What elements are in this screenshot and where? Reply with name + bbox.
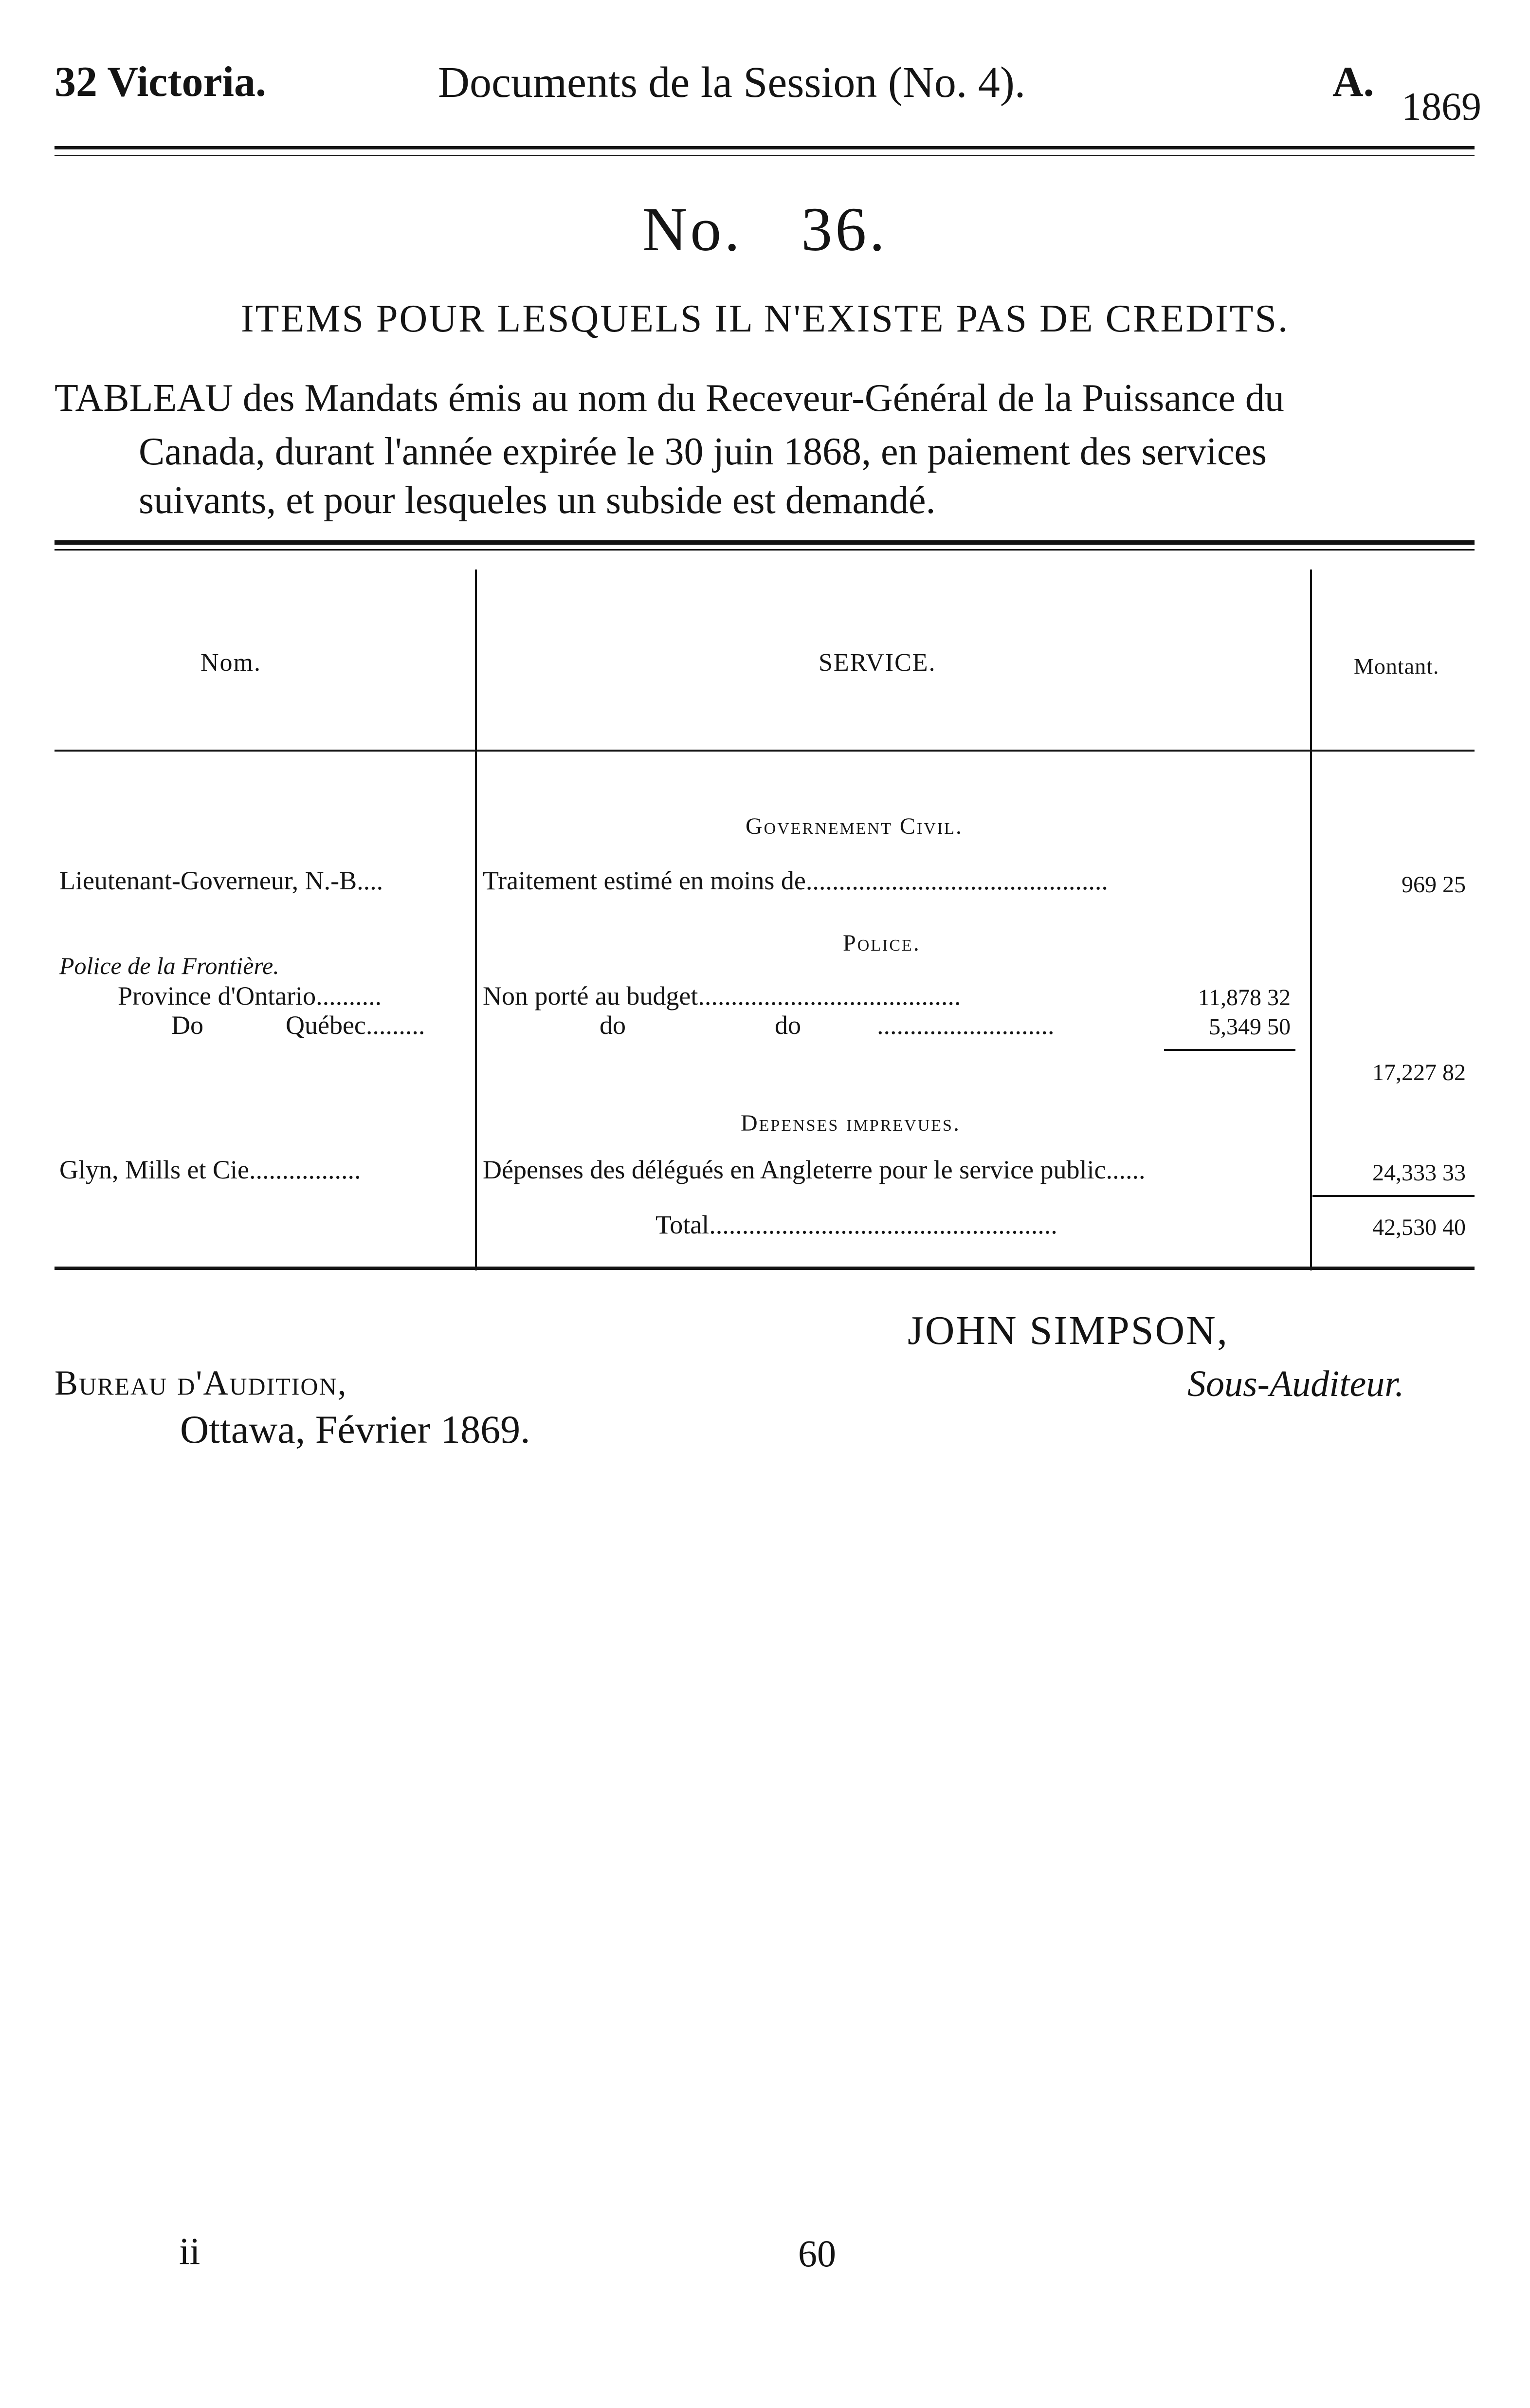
row-service-traitement: Traitement estimé en moins de.............................................. — [483, 866, 1108, 895]
header-session: Documents de la Session (No. 4). — [438, 58, 1026, 107]
page-number: 60 — [798, 2232, 836, 2275]
row-name-quebec: Québec......... — [286, 1011, 425, 1040]
document-title: ITEMS POUR LESQUELS IL N'EXISTE PAS DE CREDITS. — [240, 297, 1290, 340]
header-bottom-rule — [55, 750, 1475, 752]
signatory-name: JOHN SIMPSON, — [908, 1308, 1229, 1353]
row-amount-traitement: 969 25 — [1402, 872, 1466, 898]
column-header-service: SERVICE. — [819, 649, 936, 677]
row-name-quebec-ditto: Do — [171, 1011, 203, 1040]
grand-total: 42,530 40 — [1372, 1214, 1466, 1240]
header-volume: 32 Victoria. — [55, 58, 267, 106]
document-number — [0, 194, 1530, 265]
row-name-ontario: Province d'Ontario.......... — [118, 981, 382, 1011]
column-divider-2 — [1310, 570, 1312, 1270]
column-header-amount: Montant. — [1354, 654, 1439, 679]
row-subamount-quebec: 5,349 50 — [1209, 1014, 1291, 1040]
row-subamount-ontario: 11,878 32 — [1198, 985, 1291, 1011]
document-number-value: 36. — [801, 195, 888, 264]
intro-line-1: TABLEAU des Mandats émis au nom du Receveur-Général de la Puissance du — [55, 377, 1284, 420]
group-label-police-frontiere: Police de la Frontière. — [59, 952, 279, 979]
row-amount-delegues: 24,333 33 — [1372, 1160, 1466, 1186]
header-series: A. — [1332, 58, 1374, 106]
document-number-label: No. — [642, 195, 743, 264]
warrants-table — [55, 540, 1475, 1285]
row-name-glyn: Glyn, Mills et Cie................. — [59, 1155, 361, 1184]
footer-roman-numeral: ii — [179, 2230, 200, 2272]
table-top-rule — [55, 540, 1475, 545]
row-name-lieutenant: Lieutenant-Governeur, N.-B.... — [59, 866, 383, 895]
amount-rule — [1312, 1195, 1475, 1197]
table-bottom-rule — [55, 1267, 1475, 1270]
row-service-ditto-2: do — [775, 1011, 801, 1040]
header-rule-thin — [55, 155, 1475, 156]
intro-line-3: suivants, et pour lesqueles un subside est demandé. — [139, 479, 936, 522]
section-heading-civil: Governement Civil. — [746, 813, 963, 839]
header-rule — [55, 146, 1475, 149]
section-heading-depenses: Depenses imprevues. — [741, 1110, 961, 1136]
column-divider-1 — [475, 570, 477, 1270]
row-service-ditto-1: do — [600, 1011, 626, 1040]
table-top-rule-thin — [55, 549, 1475, 551]
column-header-name: Nom. — [200, 649, 261, 677]
header-year: 1869 — [1402, 84, 1481, 129]
subtotal-rule — [1164, 1049, 1295, 1051]
row-service-non-porte: Non porté au budget........................................ — [483, 981, 961, 1011]
office-name: Bureau d'Audition, — [55, 1363, 347, 1402]
row-service-dots-quebec: ........................... — [877, 1011, 1055, 1040]
intro-line-2: Canada, durant l'année expirée le 30 juin 1868, en paiement des services — [139, 430, 1267, 473]
total-label: Total..................................................... — [656, 1210, 1057, 1239]
section-total-police: 17,227 82 — [1372, 1060, 1466, 1085]
row-service-delegues: Dépenses des délégués en Angleterre pour le service public...... — [483, 1155, 1146, 1184]
signatory-title: Sous-Auditeur. — [1187, 1363, 1404, 1404]
section-heading-police: Police. — [843, 930, 921, 956]
office-place-date: Ottawa, Février 1869. — [180, 1407, 530, 1452]
